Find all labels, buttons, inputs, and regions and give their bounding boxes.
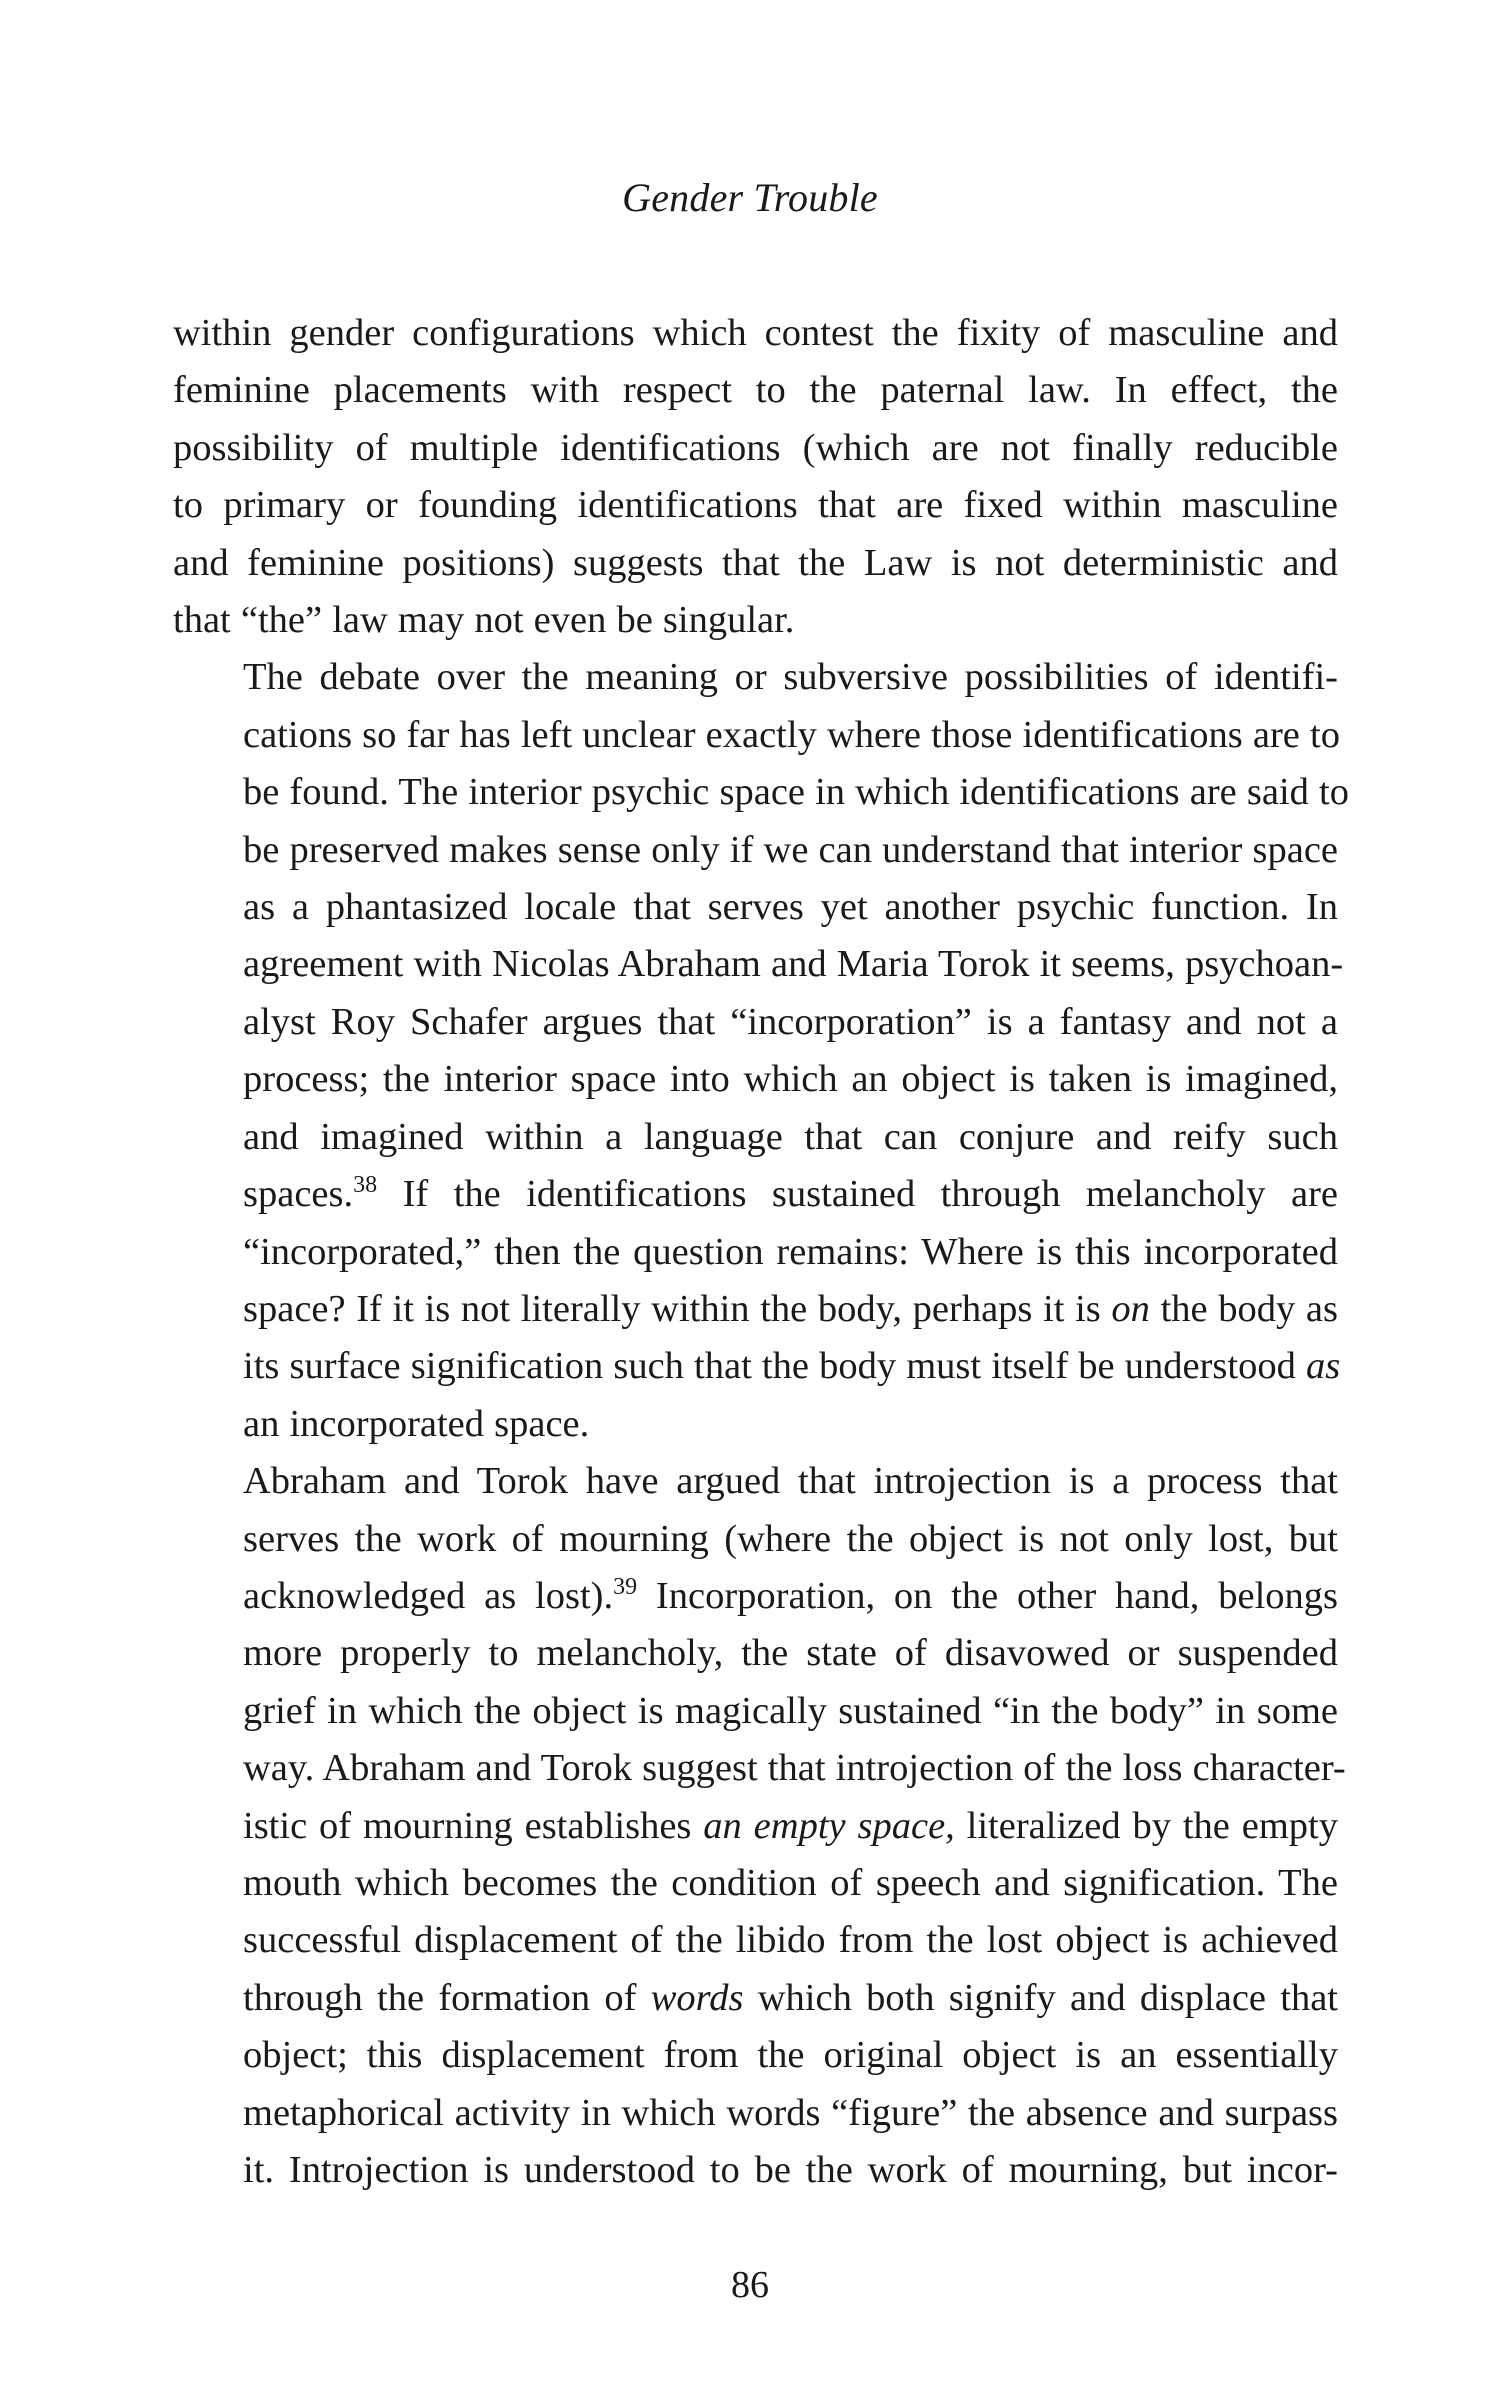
text-run: which both signify and displace that (743, 1976, 1338, 2019)
emphasis: an empty space, (703, 1804, 955, 1847)
text-run: through the formation of (243, 1976, 651, 2019)
emphasis: on (1111, 1287, 1150, 1330)
text-line: agreement with Nicolas Abraham and Maria Torok it seems, psychoan- (243, 943, 1344, 986)
page-number: 86 (731, 2264, 769, 2306)
body-text (173, 305, 1349, 2199)
text-line: to primary or founding identifications that are fixed within masculine (173, 484, 1338, 527)
text-line: it. Introjection is understood to be the work of mourning, but incor- (243, 2149, 1338, 2191)
text-line (173, 1970, 1338, 2027)
text-line: “incorporated,” then the question remains: Where is this incorporated (243, 1230, 1338, 1273)
text-line (173, 1798, 1338, 1855)
text-run: its surface signification such that the body must itself be understood (243, 1345, 1306, 1388)
text-run: istic of mourning establishes (243, 1804, 704, 1847)
text-line (173, 1338, 1341, 1395)
text-run: literalized by the empty (954, 1804, 1338, 1847)
text-line: possibility of multiple identifications (which are not finally reducible (173, 426, 1338, 469)
text-line: object; this displacement from the original object is an essentially (243, 2034, 1338, 2077)
text-line: as a phantasized locale that serves yet another psychic function. In (243, 886, 1338, 929)
text-line (173, 1166, 1338, 1223)
text-line: cations so far has left unclear exactly where those identifications are to (243, 713, 1340, 756)
text-line: within gender configurations which contest the fixity of masculine and (173, 312, 1338, 354)
text-line: feminine placements with respect to the paternal law. In effect, the (173, 369, 1338, 412)
text-line (173, 1281, 1338, 1338)
text-line: more properly to melancholy, the state of disavowed or suspended (243, 1632, 1338, 1675)
text-line: way. Abraham and Torok suggest that introjection of the loss character- (243, 1747, 1346, 1790)
text-line: successful displacement of the libido from the lost object is achieved (243, 1919, 1338, 1962)
text-line: serves the work of mourning (where the object is not only lost, but (243, 1517, 1338, 1560)
text-line: Abraham and Torok have argued that introjection is a process that (243, 1460, 1338, 1503)
text-run: acknowledged as lost). (243, 1574, 614, 1617)
footnote-marker-39[interactable]: 39 (613, 1573, 638, 1600)
text-line: metaphorical activity in which words “figure” the absence and surpass (243, 2091, 1338, 2134)
text-line: be found. The interior psychic space in which identifications are said to (243, 771, 1349, 814)
text-line: that “the” law may not even be singular. (173, 599, 795, 642)
text-run: the body as (1149, 1287, 1338, 1330)
text-run: If the identifications sustained through melancholy are (377, 1173, 1338, 1216)
paragraph-1 (173, 305, 1338, 649)
text-line: grief in which the object is magically sustained “in the body” in some (243, 1689, 1338, 1732)
emphasis: as (1305, 1345, 1341, 1388)
footnote-marker-38[interactable]: 38 (353, 1172, 378, 1199)
text-line: process; the interior space into which an object is taken is imagined, (243, 1058, 1338, 1101)
text-line: be preserved makes sense only if we can understand that interior space (243, 828, 1338, 871)
running-head: Gender Trouble (622, 175, 878, 220)
text-line: mouth which becomes the condition of speech and signification. The (243, 1861, 1338, 1904)
text-line: and imagined within a language that can conjure and reify such (243, 1115, 1338, 1158)
text-line: an incorporated space. (243, 1402, 590, 1445)
paragraph-3 (173, 1453, 1346, 2199)
text-run: space? If it is not literally within the body, perhaps it is (243, 1287, 1112, 1330)
text-line: and feminine positions) suggests that the Law is not deterministic and (173, 541, 1338, 584)
paragraph-2 (173, 649, 1349, 1453)
text-run: Incorporation, on the other hand, belongs (637, 1574, 1339, 1617)
text-run: spaces. (243, 1173, 354, 1216)
text-line (173, 1568, 1338, 1625)
emphasis: words (650, 1976, 744, 2019)
text-line: The debate over the meaning or subversive possibilities of identifi- (243, 656, 1338, 699)
text-line: alyst Roy Schafer argues that “incorporation” is a fantasy and not a (243, 1000, 1338, 1043)
